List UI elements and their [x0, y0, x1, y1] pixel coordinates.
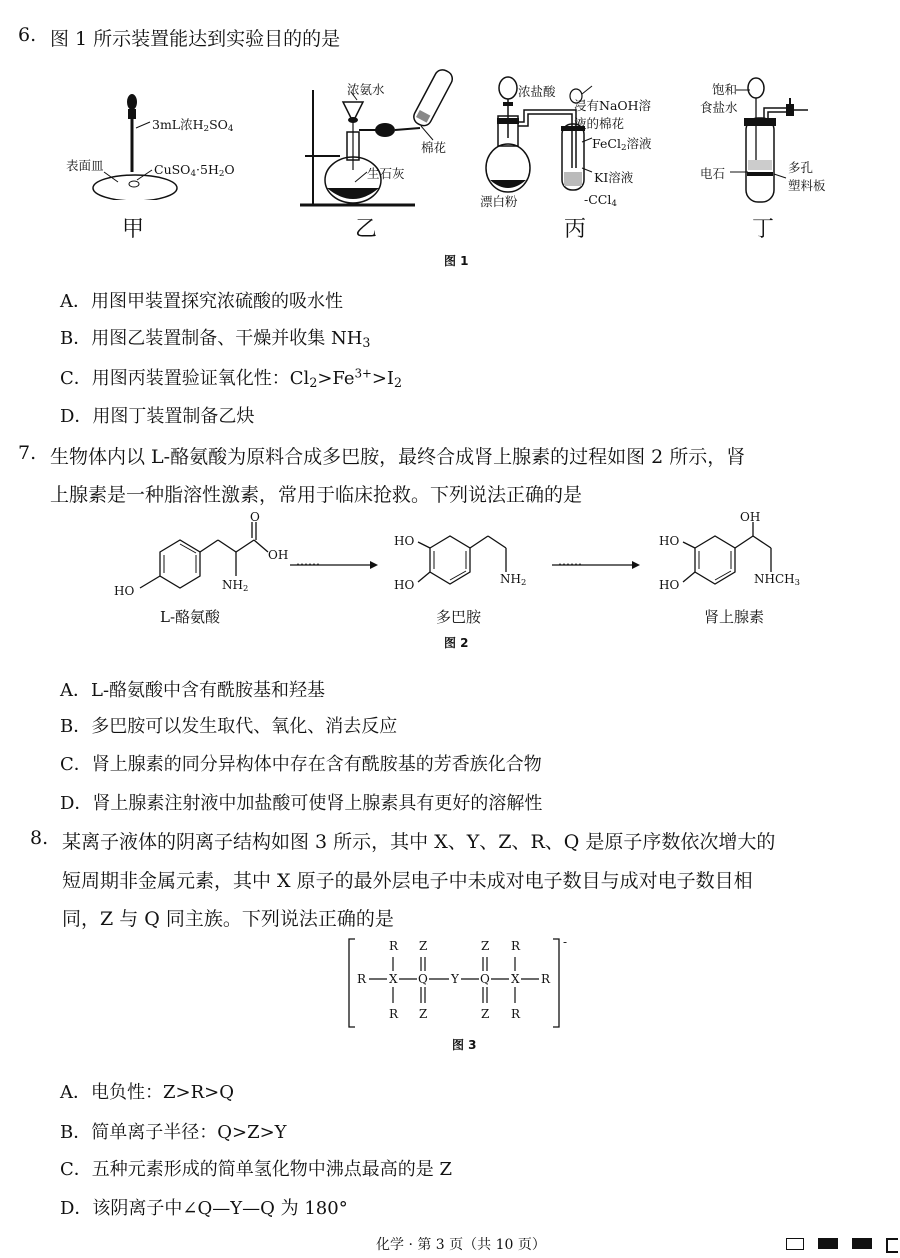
q6-option-c[interactable]: C．用图丙装置验证氧化性：$Cl_2>Fe^{3+}>I_2$ [60, 366, 403, 391]
label-ki: KI溶液 [594, 170, 634, 185]
atom-r-bottom-left: R [389, 1007, 399, 1021]
q6-option-b[interactable]: B．用图乙装置制备、干燥并收集 $NH_3$ [60, 328, 371, 351]
atom-x-right: X [511, 972, 520, 986]
anion-charge: - [563, 935, 568, 949]
label-copper-sulfate: $CuSO_4\cdot 5H_2O$ [154, 162, 235, 180]
dopamine-ho-2: HO [394, 578, 415, 592]
q7-option-a[interactable]: A．L-酪氨酸中含有酰胺基和羟基 [60, 680, 326, 701]
q8-option-a[interactable]: A．电负性：Z>R>Q [60, 1082, 234, 1103]
epinephrine-oh: OH [740, 510, 761, 524]
atom-y-center: Y [451, 972, 459, 986]
q7-option-c[interactable]: C．肾上腺素的同分异构体中存在含有酰胺基的芳香族化合物 [60, 754, 542, 775]
figure-1 [66, 60, 850, 250]
atom-r-right: R [541, 972, 551, 986]
label-saturated: 饱和 [712, 82, 738, 97]
q7-option-b[interactable]: B．多巴胺可以发生取代、氧化、消去反应 [60, 716, 398, 737]
epinephrine-structure [655, 510, 835, 620]
label-watch-glass: 表面皿 [66, 158, 104, 173]
question-6-number: 6. [18, 24, 37, 46]
label-porous-1: 多孔 [788, 160, 814, 175]
tyrosine-o: O [250, 510, 260, 524]
atom-q-right: Q [480, 972, 490, 986]
q7-option-d[interactable]: D．肾上腺素注射液中加盐酸可使肾上腺素具有更好的溶解性 [60, 793, 543, 814]
apparatus-yi-name: 乙 [355, 217, 378, 242]
dopamine-nh2: $NH_2$ [500, 572, 527, 588]
arrow-2-dots: …… [558, 554, 582, 568]
arrow-1-dots: …… [296, 554, 320, 568]
apparatus-bing [480, 60, 680, 240]
q6-option-a[interactable]: A．用图甲装置探究浓硫酸的吸水性 [60, 291, 343, 312]
apparatus-yi [295, 60, 465, 240]
atom-z-top-left: Z [419, 939, 428, 953]
label-ammonia: 浓氨水 [347, 82, 385, 97]
atom-z-bottom-right: Z [481, 1007, 490, 1021]
atom-r-left: R [357, 972, 367, 986]
dopamine-name: 多巴胺 [436, 608, 482, 626]
label-conc-hcl: 浓盐酸 [518, 84, 556, 99]
atom-r-top-right: R [511, 939, 521, 953]
label-bleaching-powder: 漂白粉 [480, 194, 518, 209]
label-porous-2: 塑料板 [788, 178, 826, 193]
footer-marker-filled-1 [818, 1238, 838, 1249]
arrow-2 [550, 560, 640, 570]
dopamine-structure [390, 510, 570, 620]
footer-marker-partial [886, 1238, 898, 1253]
atom-x-left: X [389, 972, 398, 986]
apparatus-ding-name: 丁 [752, 217, 775, 242]
atom-z-bottom-left: Z [419, 1007, 428, 1021]
tyrosine-nh2: $NH_2$ [222, 578, 249, 594]
epinephrine-nhch3: $NHCH_3$ [754, 572, 800, 588]
apparatus-ding [690, 60, 850, 240]
question-7-stem-line1: 生物体内以 L-酪氨酸为原料合成多巴胺，最终合成肾上腺素的过程如图 2 所示，肾 [50, 446, 746, 468]
page-footer: 化学 · 第 3 页（共 10 页） [376, 1237, 546, 1253]
label-ccl4: -CCl$_4$ [584, 192, 617, 210]
epinephrine-ho-2: HO [659, 578, 680, 592]
apparatus-bing-name: 丙 [564, 217, 587, 242]
q8-option-b[interactable]: B．简单离子半径：Q>Z>Y [60, 1122, 287, 1143]
label-calcium-carbide: 电石 [700, 166, 726, 181]
tyrosine-oh: OH [268, 548, 289, 562]
figure-2-caption: 图 2 [444, 636, 469, 650]
q8-option-d[interactable]: D．该阴离子中∠Q—Y—Q 为 180° [60, 1198, 348, 1219]
apparatus-jia-name: 甲 [122, 217, 145, 242]
label-cotton: 棉花 [421, 140, 447, 155]
l-tyrosine-structure [100, 510, 300, 620]
label-naoh-cotton-1: 浸有NaOH溶 [574, 98, 652, 113]
question-7-stem-line2: 上腺素是一种脂溶性激素，常用于临床抢救。下列说法正确的是 [50, 484, 583, 506]
apparatus-jia [66, 60, 290, 242]
question-7-number: 7. [18, 442, 37, 464]
arrow-1 [288, 560, 378, 570]
figure-1-caption: 图 1 [444, 254, 469, 268]
atom-z-top-right: Z [481, 939, 490, 953]
q6-option-d[interactable]: D．用图丁装置制备乙炔 [60, 406, 255, 427]
label-naoh-cotton-2: 液的棉花 [574, 116, 625, 131]
dopamine-ho-1: HO [394, 534, 415, 548]
question-8-stem-line3: 同，Z 与 Q 同主族。下列说法正确的是 [62, 908, 394, 930]
question-6-stem: 图 1 所示装置能达到实验目的的是 [50, 28, 341, 50]
label-fecl2: FeCl$_2$溶液 [592, 136, 652, 154]
q8-option-c[interactable]: C．五种元素形成的简单氢化物中沸点最高的是 Z [60, 1159, 452, 1180]
atom-q-left: Q [418, 972, 428, 986]
figure-3-caption: 图 3 [452, 1038, 477, 1052]
question-8-stem-line2: 短周期非金属元素，其中 X 原子的最外层电子中未成对电子数目与成对电子数目相 [62, 870, 753, 892]
atom-r-top-left: R [389, 939, 399, 953]
label-brine: 食盐水 [700, 100, 738, 115]
footer-marker-outline [786, 1238, 804, 1250]
tyrosine-ho: HO [114, 584, 135, 598]
figure-3 [345, 935, 575, 1030]
l-tyrosine-name: L-酪氨酸 [160, 608, 221, 626]
question-8-stem-line1: 某离子液体的阴离子结构如图 3 所示，其中 X、Y、Z、R、Q 是原子序数依次增大的 [62, 831, 776, 853]
epinephrine-ho-1: HO [659, 534, 680, 548]
footer-marker-filled-2 [852, 1238, 872, 1249]
atom-r-bottom-right: R [511, 1007, 521, 1021]
label-quicklime: 生石灰 [367, 166, 405, 181]
label-sulfuric-acid: 3mL浓$H_2SO_4$ [152, 117, 234, 135]
epinephrine-name: 肾上腺素 [704, 608, 765, 626]
question-8-number: 8. [30, 827, 49, 849]
figure-2 [100, 510, 820, 650]
